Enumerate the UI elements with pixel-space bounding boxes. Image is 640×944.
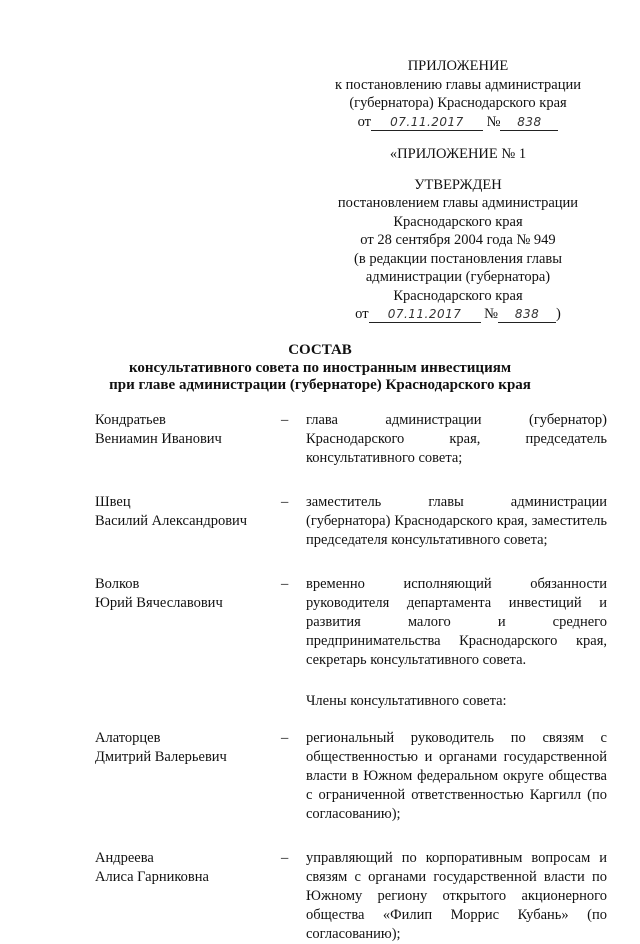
dash-separator: –	[281, 494, 289, 510]
council-composition	[95, 411, 607, 944]
member-role: глава администрации (губернатор) Краснодарского края, председатель консультативного совета;	[306, 412, 607, 466]
signed-date: 07.11.2017	[371, 115, 483, 131]
member-entry	[95, 493, 607, 550]
member-surname: Швец	[95, 494, 131, 510]
member-surname: Кондратьев	[95, 412, 166, 428]
dash-separator: –	[281, 850, 289, 866]
member-name	[95, 493, 281, 550]
approved-line: (в редакции постановления главы	[354, 250, 562, 267]
member-role: управляющий по корпоративным вопросам и связям с органами государственной власти по Южному региону открытого акционерного общества «Филип Моррис Кубань» (по согласованию);	[306, 850, 607, 942]
member-given-names: Юрий Вячеславович	[95, 595, 223, 611]
member-given-names: Вениамин Иванович	[95, 431, 222, 447]
approved-line: постановлением главы администрации	[337, 195, 579, 211]
approved-line: администрации (губернатора)	[365, 269, 551, 285]
member-entry	[95, 575, 607, 670]
appendix-1-header: «ПРИЛОЖЕНИЕ № 1	[389, 146, 527, 162]
member-entry	[95, 411, 607, 468]
appendix-header: ПРИЛОЖЕНИЕ	[407, 58, 509, 74]
appendix-line-2: (губернатора) Краснодарского края	[349, 95, 567, 111]
appendix-date-line	[320, 113, 596, 132]
closing-paren: )	[556, 306, 561, 322]
signed-number: 838	[500, 115, 558, 131]
member-surname: Алаторцев	[95, 730, 161, 746]
member-role: временно исполняющий обязанности руководителя департамента инвестиций и развития малого и среднего предпринимательства Краснодарского края, секретарь консультативного совета.	[306, 576, 607, 668]
member-surname: Андреева	[95, 850, 154, 866]
signed-date-2: 07.11.2017	[369, 307, 481, 323]
date-prefix: от	[357, 113, 371, 130]
member-given-names: Василий Александрович	[95, 513, 248, 529]
dash-separator: –	[281, 412, 289, 428]
appendix-line-1: к постановлению главы администрации	[334, 76, 582, 93]
approved-line: Краснодарского края	[393, 213, 523, 230]
approved-line: от 28 сентября 2004 года № 949	[360, 232, 556, 248]
signed-number-2: 838	[498, 307, 556, 323]
document-title-block	[0, 342, 640, 395]
member-name	[95, 849, 281, 944]
document-subtitle-1: консультативного совета по иностранным инвестициям	[128, 359, 512, 376]
member-name	[95, 411, 281, 468]
member-given-names: Алиса Гарниковна	[95, 869, 209, 885]
date2-prefix: от	[355, 306, 369, 322]
member-entry	[95, 849, 607, 944]
approved-date-line	[320, 305, 596, 324]
member-role: заместитель главы администрации (губернатора) Краснодарского края, заместитель председателя консультативного совета;	[306, 494, 607, 548]
approved-header: УТВЕРЖДЕН	[414, 176, 502, 193]
member-role: региональный руководитель по связям с общественностью и органами государственной власти в Южном федеральном округе общества с ограниченной ответственностью Каргилл (по согласованию);	[306, 730, 607, 822]
member-given-names: Дмитрий Валерьевич	[95, 749, 227, 765]
approved-line: Краснодарского края	[393, 287, 523, 304]
member-name	[95, 729, 281, 824]
members-section-header: Члены консультативного совета:	[306, 693, 507, 709]
number2-prefix: №	[484, 306, 499, 322]
dash-separator: –	[281, 576, 289, 592]
appendix-block	[320, 57, 596, 324]
member-name	[95, 575, 281, 670]
document-subtitle-2: при главе администрации (губернаторе) Краснодарского края	[109, 377, 531, 393]
number-prefix: №	[486, 113, 501, 130]
document-title: СОСТАВ	[288, 342, 352, 358]
member-surname: Волков	[95, 576, 140, 592]
dash-separator: –	[281, 730, 289, 746]
member-entry	[95, 729, 607, 824]
